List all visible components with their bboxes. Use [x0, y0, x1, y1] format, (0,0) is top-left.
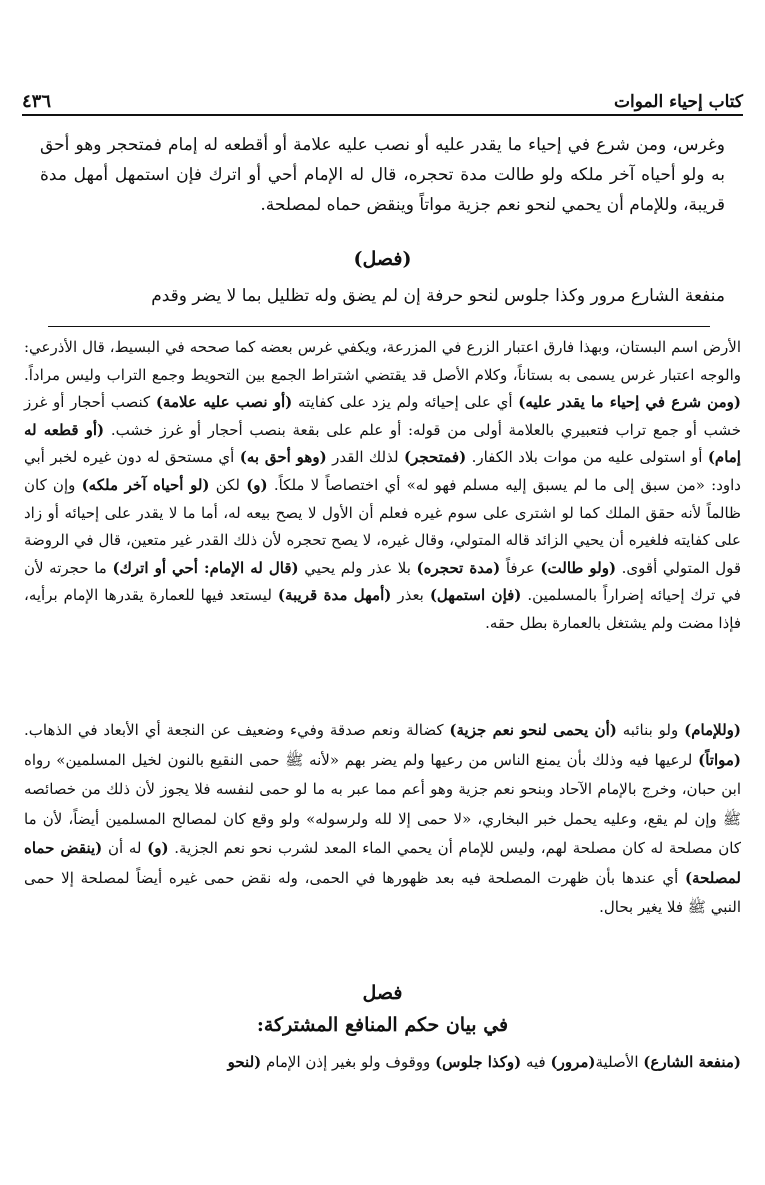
matn-quote: (ومن شرع في إحياء ما يقدر عليه) — [518, 393, 741, 412]
matn-quote: (لو أحياه آخر ملكه) — [81, 475, 210, 494]
commentary-text: ليستعد فيها للعمارة يقدرها الإمام برأيه، فإذا مضت ولم يشتغل بالعمارة بطل حقه. — [24, 586, 741, 632]
matn-quote: (أو قطعه له إمام) — [24, 420, 741, 467]
final-paragraph — [24, 1047, 741, 1077]
matn-quote: (فمتحجر) — [403, 448, 467, 467]
matn-quote: (و) — [246, 475, 268, 494]
matn-quote: (أن يحمى لنحو نعم جزية) — [449, 721, 617, 739]
commentary-text: أو استولى عليه من موات بلاد الكفار. — [466, 448, 708, 467]
section-heading-2: فصل — [362, 982, 403, 1004]
matn-quote: (وهو أحق به) — [239, 448, 327, 467]
commentary-text: أي مستحق له دون غيره لخبر أبي داود: «من سبق إلى ما لم يسبق إليه مسلم فهو له» أي اختصاصاً لا ملكاً. — [24, 448, 741, 494]
divider-line — [48, 326, 710, 327]
matn-quote: (أو نصب عليه علامة) — [155, 393, 293, 412]
matn-quote: (لنحو — [227, 1053, 262, 1071]
commentary-text: الأرض اسم البستان، وبهذا فارق اعتبار الزرع في المزرعة، ويكفي غرس بعضه كما صححه في البسيط، قال الأذرعي: والوجه اعتبار غرس يسمى به بستاناً، وكلام الأصل قد يقتضي اشتراط الجمع بين التحويط وجمع التراب وليس مراداً. — [24, 338, 741, 384]
commentary-text: وإن كان ظالماً لأنه حقق الملك كما لو اشترى على سوم غيره فعلم أن الأول لا يصح بيعه له، أما ما لا يقدر على إحيائه أو زاد على كفايته فلغيره أن يحيي الزائد قاله المتولي، وقال غيره، لا يصح تحجره لأن ذلك القدر غير متعين، قال في الروضة قول المتولي أقوى. — [24, 475, 742, 577]
matn-quote: (وكذا جلوس) — [435, 1053, 522, 1071]
commentary-block-2 — [24, 716, 741, 923]
commentary-text: له أن — [102, 839, 148, 857]
matn-quote: (مرور) — [550, 1053, 596, 1071]
commentary-text: عرفاً — [500, 558, 541, 577]
page-header — [22, 84, 743, 116]
commentary-paragraph — [24, 334, 741, 638]
commentary-paragraph — [24, 716, 741, 923]
commentary-text: كضالة ونعم صدقة وفيء وضعيف عن النجعة أي الأبعاد في الذهاب. — [24, 721, 450, 739]
commentary-text: أي على إحيائه ولم يزد على كفايته — [292, 393, 519, 412]
chapter-title: كتاب إحياء الموات — [613, 92, 743, 112]
commentary-text: ولو بنائبه — [616, 721, 685, 739]
commentary-text: أي عندها بأن ظهرت المصلحة فيه بعد ظهورها في الحمى، وله نقض حمى غيره أيضاً لمصلحة إلا حمى النبي ﷺ فلا يغير بحال. — [24, 868, 741, 916]
commentary-text: بعذر — [391, 586, 430, 605]
matn-quote: (وللإمام) — [684, 721, 741, 739]
commentary-text: ما حجرته لأن في ترك إحيائه إضراراً بالمسلمين. — [24, 558, 741, 605]
matn-quote: (مدة تحجره) — [416, 558, 501, 577]
matn-quote: (قال له الإمام: أحي أو اترك) — [112, 558, 299, 577]
matn-quote: (فإن استمهل) — [429, 586, 522, 605]
matn-quote: (أمهل مدة قريبة) — [277, 586, 392, 605]
commentary-text: فيه — [521, 1053, 551, 1071]
matn-quote: (مواتاً) — [698, 750, 741, 769]
commentary-text: لذلك القدر — [326, 448, 404, 467]
matn-quote: (منفعة الشارع) — [643, 1053, 741, 1071]
matn-quote: (و) — [147, 839, 169, 857]
matn-paragraph: وغرس، ومن شرع في إحياء ما يقدر عليه أو نصب عليه علامة أو أقطعه له إمام فمتحجر وهو أحق به ولو أحياه آخر ملكه ولو طالت مدة تحجره، قال له الإمام أحي أو اترك فإن استمهل أمهل مدة قريبة، وللإمام أن يحمي لنحو نعم جزية مواتاً وينقض حماه لمصلحة. — [40, 135, 725, 215]
matn-quote: (ولو طالت) — [540, 558, 617, 577]
section-subheading: في بيان حكم المنافع المشتركة: — [256, 1014, 509, 1036]
commentary-text: بلا عذر ولم يحيي — [298, 558, 417, 577]
commentary-text: لكن — [209, 475, 247, 494]
page-number: ٤٣٦ — [22, 91, 52, 112]
commentary-text: كنصب أحجار أو غرز خشب أو جمع تراب فتعبيري بالعلامة أولى من قوله: أو علم على بقعة بنصب أحجار أو غرز خشب. — [24, 393, 741, 439]
commentary-text: الأصلية — [595, 1053, 644, 1071]
commentary-text: لرعيها فيه وذلك بأن يمنع الناس من رعيها ولم يضر بهم «لأنه ﷺ حمى النقيع بالنون لخيل المسلمين» رواه ابن حبان، وخرج بالإمام الآحاد وبنحو نعم جزية وهو أعم مما عبر به ما لو حمى لنفسه فلا يجوز لأن ذلك من خصائصه ﷺ وإن لم يقع، وعليه يحمل خبر البخاري، «لا حمى إلا لله ولرسوله» ولو وقع كان لمصالح المسلمين أيضاً، لأن ما كان مصلحة له كان مصلحة لهم، وليس للإمام أن يحمي الماء المعد لشرب نحو نعم الجزية. — [24, 750, 741, 857]
commentary-text: ووقوف ولو بغير إذن الإمام — [261, 1053, 436, 1071]
section-matn-text: منفعة الشارع مرور وكذا جلوس لنحو حرفة إن لم يضق وله تظليل بما لا يضر وقدم — [151, 286, 725, 306]
matn-quote: (ينقض حماه لمصلحة) — [24, 839, 741, 887]
commentary-block — [24, 334, 741, 638]
section-heading: (فصل) — [353, 248, 412, 270]
